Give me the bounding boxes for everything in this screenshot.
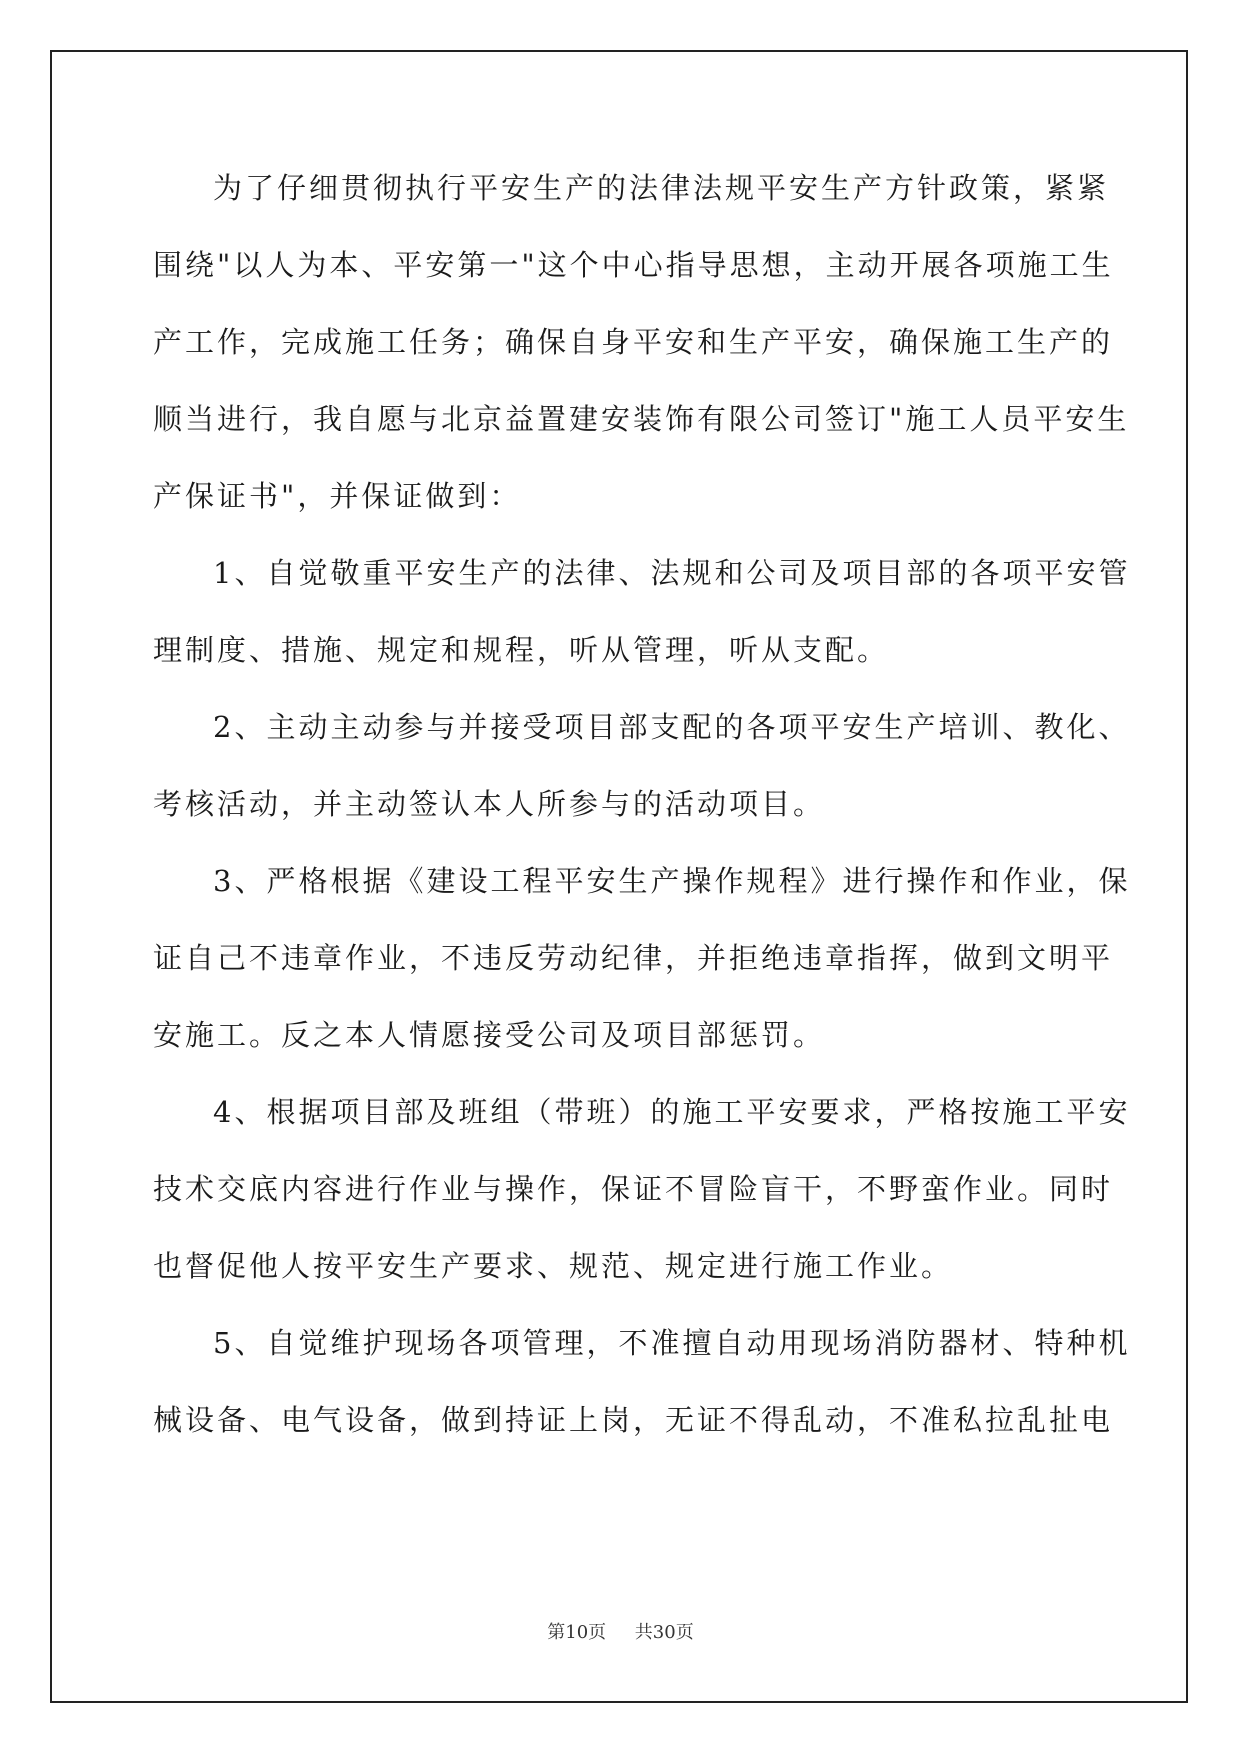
item-3-line: 3、严格根据《建设工程平安生产操作规程》进行操作和作业，保 [213,864,1131,898]
item-3-line: 证自己不违章作业，不违反劳动纪律，并拒绝违章指挥，做到文明平 [153,941,1114,975]
paragraph-line: 顺当进行，我自愿与北京益置建安装饰有限公司签订"施工人员平安生 [153,402,1130,436]
paragraph-line: 围绕"以人为本、平安第一"这个中心指导思想，主动开展各项施工生 [153,248,1114,282]
page-total: 共30页 [634,1622,694,1643]
item-4-line: 也督促他人按平安生产要求、规范、规定进行施工作业。 [153,1249,954,1283]
item-2-line: 考核活动，并主动签认本人所参与的活动项目。 [153,787,826,821]
item-1-line: 1、自觉敬重平安生产的法律、法规和公司及项目部的各项平安管 [213,556,1131,590]
document-body [153,168,1131,1477]
page-footer [0,1618,1241,1644]
item-5-line: 械设备、电气设备，做到持证上岗，无证不得乱动，不准私拉乱扯电 [153,1403,1114,1437]
item-4-line: 技术交底内容进行作业与操作，保证不冒险盲干，不野蛮作业。同时 [153,1172,1114,1206]
item-3-line: 安施工。反之本人情愿接受公司及项目部惩罚。 [153,1018,826,1052]
item-4-line: 4、根据项目部及班组（带班）的施工平安要求，严格按施工平安 [213,1095,1131,1129]
item-1-line: 理制度、措施、规定和规程，听从管理，听从支配。 [153,633,890,667]
paragraph-line: 产保证书"，并保证做到： [153,479,522,513]
paragraph-line: 为了仔细贯彻执行平安生产的法律法规平安生产方针政策，紧紧 [213,171,1110,205]
item-5-line: 5、自觉维护现场各项管理，不准擅自动用现场消防器材、特种机 [213,1326,1131,1360]
paragraph-line: 产工作，完成施工任务；确保自身平安和生产平安，确保施工生产的 [153,325,1114,359]
page-number: 第10页 [547,1622,607,1643]
item-2-line: 2、主动主动参与并接受项目部支配的各项平安生产培训、教化、 [213,710,1131,744]
